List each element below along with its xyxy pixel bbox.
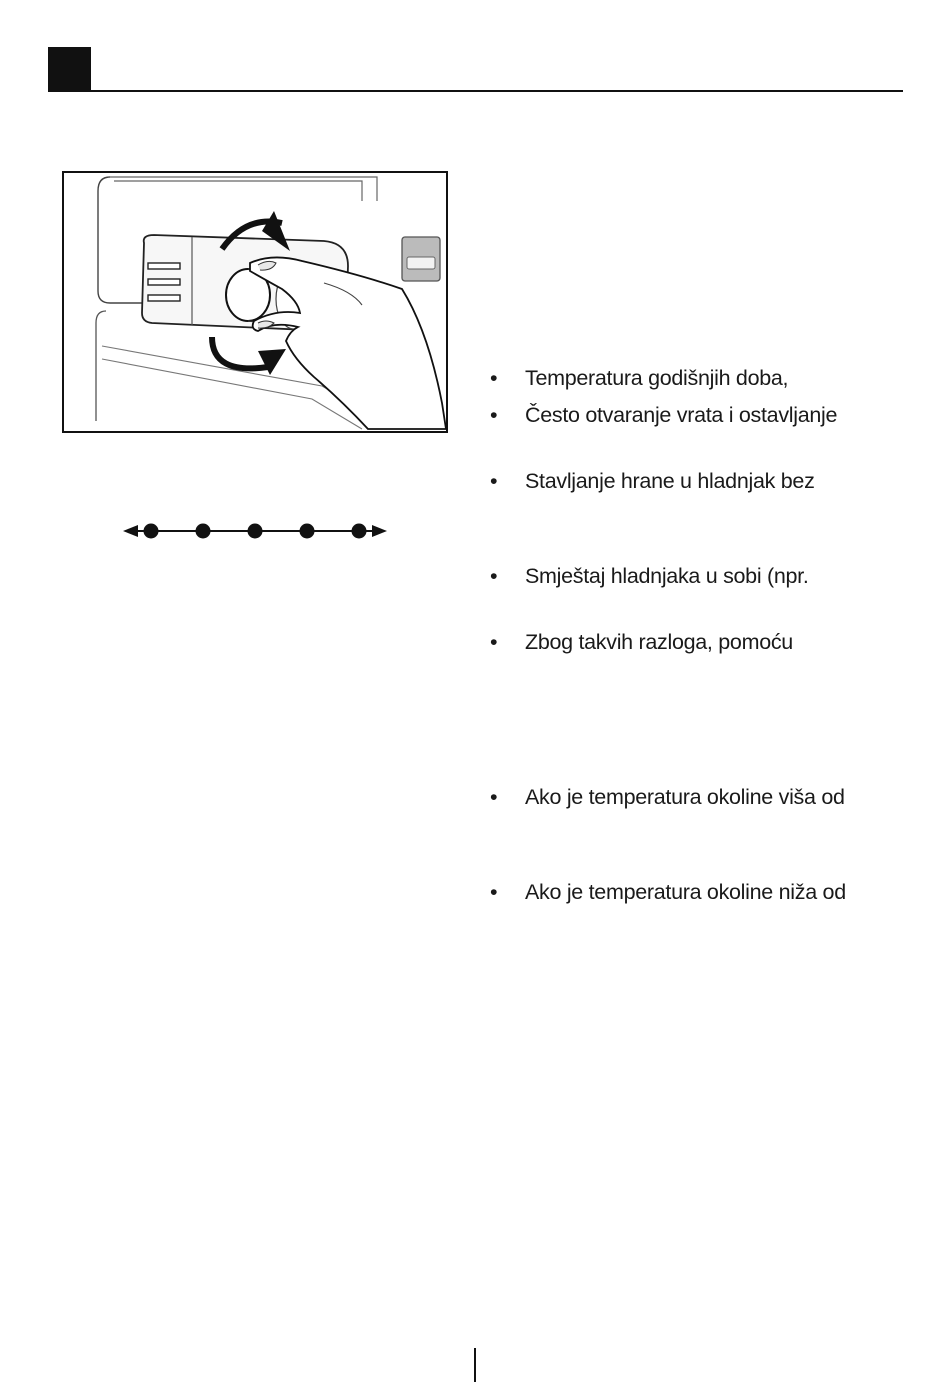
list-item-text: Često otvaranje vrata i ostavljanje <box>525 403 838 427</box>
list-item-text: Stavljanje hrane u hladnjak bez <box>525 469 815 493</box>
scale-step <box>196 524 211 539</box>
scale-step <box>352 524 367 539</box>
list-item-text: Smještaj hladnjaka u sobi (npr. <box>525 564 809 588</box>
list-item-text: Ako je temperatura okoline viša od <box>525 785 845 809</box>
list-item-text: Ako je temperatura okoline niža od <box>525 880 846 904</box>
page-number-marker <box>474 1348 476 1382</box>
temperature-scale <box>120 518 390 544</box>
scale-step <box>248 524 263 539</box>
bullet-icon: • <box>490 564 498 588</box>
bullet-icon: • <box>490 403 498 427</box>
bullet-icon: • <box>490 366 498 390</box>
bullet-icon: • <box>490 880 498 904</box>
list-item-text: Zbog takvih razloga, pomoću <box>525 630 793 654</box>
scale-step <box>300 524 315 539</box>
scale-arrow-right-icon <box>372 525 387 537</box>
scale-arrow-left-icon <box>123 525 138 537</box>
bullet-list <box>488 0 928 1383</box>
section-marker-block <box>48 47 91 92</box>
thermostat-illustration <box>62 171 448 433</box>
bullet-icon: • <box>490 469 498 493</box>
scale-step <box>144 524 159 539</box>
bullet-icon: • <box>490 630 498 654</box>
bullet-icon: • <box>490 785 498 809</box>
list-item-text: Temperatura godišnjih doba, <box>525 366 789 390</box>
